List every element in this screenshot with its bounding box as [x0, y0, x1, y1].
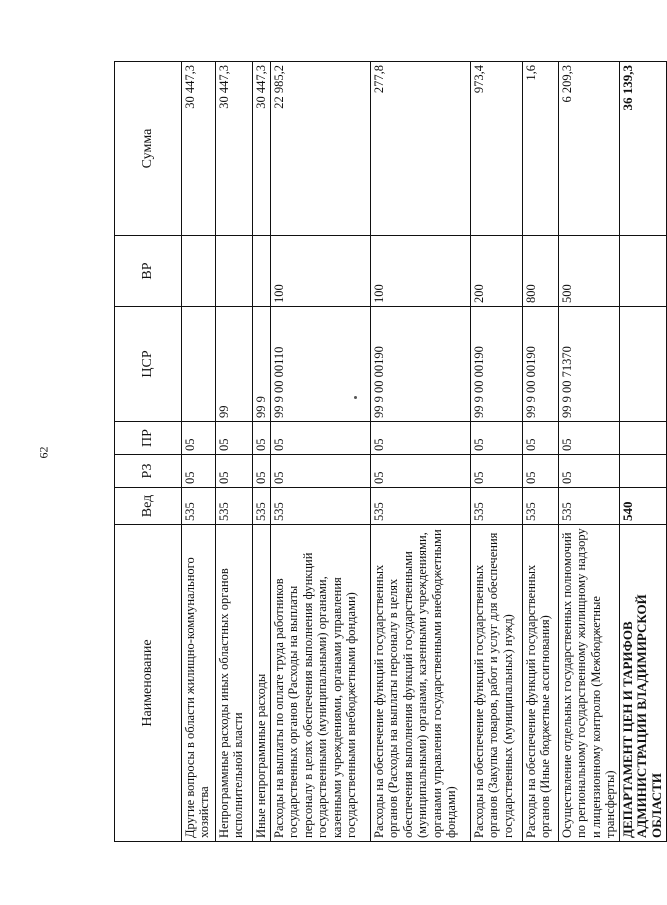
page-number: 62 [36, 446, 51, 459]
cell-name: Непрограммные расходы иных областных органов исполнительной власти [216, 525, 253, 842]
cell-rz: 05 [182, 455, 216, 488]
cell-vr: 100 [371, 236, 471, 307]
cell-csr: 99 [216, 307, 253, 422]
table-row [182, 62, 216, 842]
cell-vr: 200 [471, 236, 523, 307]
rotated-page-content [114, 62, 665, 842]
cell-rz: 05 [216, 455, 253, 488]
header-csr: ЦСР [115, 307, 182, 422]
table-row-department [619, 62, 667, 842]
table-row [371, 62, 471, 842]
cell-vr [253, 236, 271, 307]
header-rz: РЗ [115, 455, 182, 488]
cell-ved: 540 [619, 488, 667, 525]
cell-pr: 05 [523, 422, 559, 455]
cell-csr: 99 9 00 00110 [271, 307, 371, 422]
cell-pr: 05 [371, 422, 471, 455]
cell-name: Расходы на выплаты по оплате труда работников государственных органов (Расходы на выплаты персоналу в целях обеспечения выполнения функций государственными (муниципальными) органами, казенными учреждениями, органами управления государственными внебюджетными фондами) [271, 525, 371, 842]
header-name: Наименование [115, 525, 182, 842]
cell-ved: 535 [216, 488, 253, 525]
header-pr: ПР [115, 422, 182, 455]
cell-sum: 22 985,2 [271, 62, 371, 236]
cell-name: ДЕПАРТАМЕНТ ЦЕН И ТАРИФОВ АДМИНИСТРАЦИИ ВЛАДИМИРСКОЙ ОБЛАСТИ [619, 525, 667, 842]
cell-name: Осуществление отдельных государственных полномочий по региональному государственному жилищному надзору и лицензионному контролю (Межбюджетные трансферты) [559, 525, 620, 842]
cell-pr: 05 [271, 422, 371, 455]
cell-rz: 05 [559, 455, 620, 488]
header-sum: Сумма [115, 62, 182, 236]
table-row [271, 62, 371, 842]
cell-ved: 535 [182, 488, 216, 525]
cell-rz: 05 [271, 455, 371, 488]
cell-csr: 99 9 00 00190 [523, 307, 559, 422]
cell-ved: 535 [371, 488, 471, 525]
cell-csr [182, 307, 216, 422]
cell-rz: 05 [471, 455, 523, 488]
cell-vr: 500 [559, 236, 620, 307]
cell-csr [619, 307, 667, 422]
header-ved: Вед [115, 488, 182, 525]
table-row [216, 62, 253, 842]
cell-rz: 05 [371, 455, 471, 488]
cell-sum: 973,4 [471, 62, 523, 236]
cell-csr: 99 9 00 71370 [559, 307, 620, 422]
cell-csr: 99 9 00 00190 [371, 307, 471, 422]
cell-name: Расходы на обеспечение функций государственных органов (Расходы на выплаты персоналу в целях обеспечения выполнения функций государственными (муниципальными) органами, казенными учреждениями, органами управления государственными внебюджетными фондами) [371, 525, 471, 842]
cell-rz [619, 455, 667, 488]
cell-name: Расходы на обеспечение функций государственных органов (Иные бюджетные ассигнования) [523, 525, 559, 842]
table-row [253, 62, 271, 842]
table-row [471, 62, 523, 842]
cell-name: Другие вопросы в области жилищно-коммунального хозяйства [182, 525, 216, 842]
cell-rz: 05 [523, 455, 559, 488]
cell-pr [619, 422, 667, 455]
cell-name: Иные непрограммные расходы [253, 525, 271, 842]
header-row [115, 62, 182, 842]
cell-sum: 1,6 [523, 62, 559, 236]
cell-sum: 30 447,3 [216, 62, 253, 236]
cell-vr [182, 236, 216, 307]
cell-ved: 535 [523, 488, 559, 525]
cell-vr: 800 [523, 236, 559, 307]
cell-pr: 05 [182, 422, 216, 455]
cell-sum: 277,8 [371, 62, 471, 236]
cell-pr: 05 [471, 422, 523, 455]
cell-vr [216, 236, 253, 307]
cell-sum: 36 139,3 [619, 62, 667, 236]
budget-table [114, 61, 667, 842]
cell-sum: 30 447,3 [182, 62, 216, 236]
cell-pr: 05 [253, 422, 271, 455]
cell-vr: 100 [271, 236, 371, 307]
cell-sum: 6 209,3 [559, 62, 620, 236]
cell-csr: 99 9 00 00190 [471, 307, 523, 422]
cell-csr: 99 9 [253, 307, 271, 422]
cell-rz: 05 [253, 455, 271, 488]
cell-vr [619, 236, 667, 307]
cell-ved: 535 [253, 488, 271, 525]
table-row [559, 62, 620, 842]
table-row [523, 62, 559, 842]
cell-ved: 535 [271, 488, 371, 525]
header-vr: ВР [115, 236, 182, 307]
cell-name: Расходы на обеспечение функций государственных органов (Закупка товаров, работ и услуг для обеспечения государственных (муниципальных) нужд) [471, 525, 523, 842]
cell-ved: 535 [471, 488, 523, 525]
cell-pr: 05 [216, 422, 253, 455]
cell-pr: 05 [559, 422, 620, 455]
cell-ved: 535 [559, 488, 620, 525]
cell-sum: 30 447,3 [253, 62, 271, 236]
